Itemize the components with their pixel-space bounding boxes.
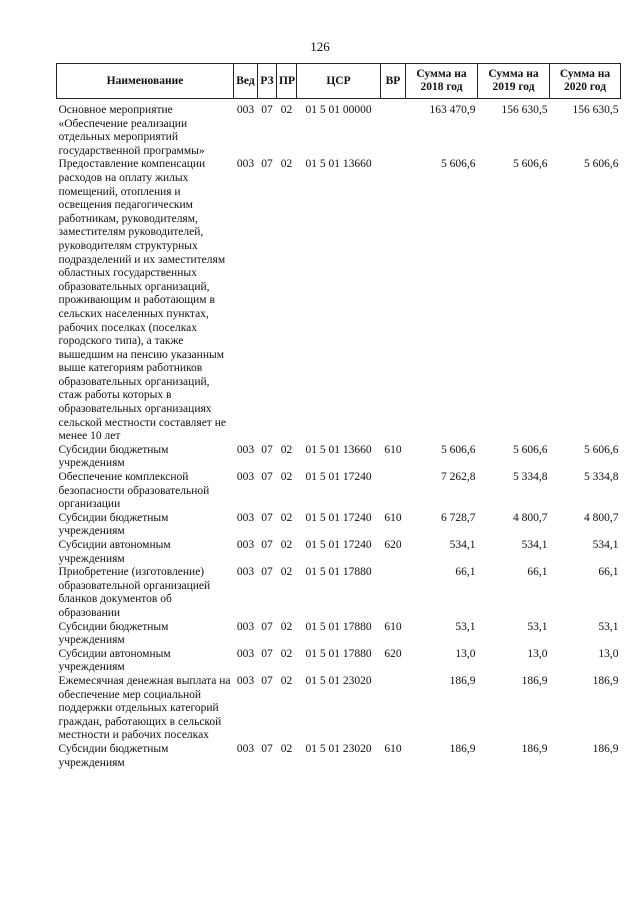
cell-sum-2019: 5 334,8 (513, 471, 548, 484)
cell-ved: 003 (236, 620, 255, 633)
cell-csr: 01 5 01 00000 (305, 104, 372, 116)
cell-name: Субсидии автономным учреждениям (58, 647, 171, 674)
cell-name: Предоставление компенсации расходов на оплату жилых помещений, отопления и освещения педагогическим работникам, руководителям, заместителям руководителей, руководителям структурных подразделений и их заместителям областных государственных образовательных организаций, проживающим и работающим в сельских населенных пунктах, рабочих поселках (поселках городского типа), а также вышедшим на пенсию указанным выше категориям работников образовательных организаций, стаж работы которых в образовательных организациях сельской местности составляет не менее 10 лет (58, 158, 226, 443)
cell-pr: 02 (280, 620, 293, 633)
table-row (57, 539, 621, 566)
cell-sum-2020: 186,9 (592, 674, 619, 687)
cell-sum-2018: 186,9 (449, 674, 476, 687)
cell-rz: 07 (261, 104, 273, 116)
cell-sum-2018: 534,1 (449, 539, 476, 551)
cell-csr: 01 5 01 17880 (305, 647, 372, 660)
cell-sum-2019: 66,1 (527, 566, 548, 579)
cell-sum-2020: 53,1 (598, 620, 619, 633)
cell-sum-2018: 5 606,6 (441, 443, 476, 456)
cell-rz: 07 (261, 647, 273, 660)
header-vr: ВР (381, 64, 406, 99)
cell-csr: 01 5 01 13660 (305, 158, 372, 171)
cell-sum-2020: 534,1 (592, 539, 619, 551)
table-body (57, 99, 621, 771)
cell-name: Приобретение (изготовление) образовательной организацией бланков документов об образовании (58, 566, 211, 619)
cell-vr: 620 (384, 539, 402, 551)
cell-vr: 620 (384, 647, 402, 660)
cell-csr: 01 5 01 17240 (305, 471, 372, 484)
cell-csr: 01 5 01 13660 (305, 443, 372, 456)
cell-sum-2020: 5 606,6 (584, 158, 619, 171)
cell-pr: 02 (280, 539, 293, 551)
cell-sum-2020: 66,1 (598, 566, 619, 579)
header-rz: РЗ (258, 64, 277, 99)
cell-ved: 003 (236, 647, 255, 660)
cell-name: Ежемесячная денежная выплата на обеспечение мер социальной поддержки отдельных категорий граждан, работающих в сельской местности и рабочих поселках (58, 674, 231, 742)
header-sum-2018: Сумма на 2018 год (406, 64, 478, 99)
cell-vr: 610 (384, 511, 402, 524)
cell-sum-2018: 53,1 (455, 620, 476, 633)
cell-csr: 01 5 01 23020 (305, 674, 372, 687)
cell-pr: 02 (280, 158, 293, 171)
cell-ved: 003 (236, 566, 255, 579)
cell-rz: 07 (261, 471, 273, 484)
table-row (57, 675, 621, 743)
cell-sum-2019: 13,0 (527, 647, 548, 660)
header-sum-2020: Сумма на 2020 год (550, 64, 621, 99)
cell-sum-2020: 4 800,7 (584, 511, 619, 524)
cell-vr (381, 566, 406, 620)
cell-ved: 003 (236, 742, 255, 755)
cell-sum-2018: 5 606,6 (441, 158, 476, 171)
cell-csr: 01 5 01 17240 (305, 539, 372, 551)
cell-csr: 01 5 01 17880 (305, 620, 372, 633)
cell-rz: 07 (261, 566, 273, 579)
budget-table (56, 63, 621, 770)
cell-csr: 01 5 01 23020 (305, 742, 372, 755)
cell-ved: 003 (236, 443, 255, 456)
cell-sum-2020: 5 334,8 (584, 471, 619, 484)
cell-sum-2019: 5 606,6 (513, 158, 548, 171)
header-sum-2019: Сумма на 2019 год (478, 64, 550, 99)
cell-rz: 07 (261, 443, 273, 456)
cell-ved: 003 (236, 104, 255, 116)
cell-name: Субсидии автономным учреждениям (58, 539, 171, 565)
cell-ved: 003 (236, 539, 255, 551)
cell-vr (381, 99, 406, 159)
table-row (57, 743, 621, 770)
cell-sum-2019: 156 630,5 (501, 104, 548, 116)
cell-name: Субсидии бюджетным учреждениям (58, 742, 169, 769)
cell-pr: 02 (280, 104, 293, 116)
header-pr: ПР (277, 64, 297, 99)
cell-sum-2019: 53,1 (527, 620, 548, 633)
cell-sum-2019: 186,9 (521, 674, 548, 687)
cell-sum-2018: 7 262,8 (441, 471, 476, 484)
cell-sum-2020: 5 606,6 (584, 443, 619, 456)
cell-vr (381, 471, 406, 512)
cell-sum-2018: 13,0 (455, 647, 476, 660)
cell-ved: 003 (236, 158, 255, 171)
cell-sum-2019: 534,1 (521, 539, 548, 551)
cell-rz: 07 (261, 158, 273, 171)
cell-name: Субсидии бюджетным учреждениям (58, 511, 169, 538)
header-ved: Вед (234, 64, 258, 99)
cell-name: Субсидии бюджетным учреждениям (58, 443, 169, 470)
cell-sum-2019: 186,9 (521, 742, 548, 755)
cell-sum-2020: 186,9 (592, 742, 619, 755)
table-row (57, 99, 621, 159)
cell-name: Основное мероприятие «Обеспечение реализации отдельных мероприятий государственной программы» (58, 104, 205, 157)
table-row (57, 621, 621, 648)
cell-pr: 02 (280, 471, 293, 484)
cell-vr: 610 (384, 443, 402, 456)
cell-vr (381, 675, 406, 743)
cell-csr: 01 5 01 17880 (305, 566, 372, 579)
table-row (57, 648, 621, 675)
cell-ved: 003 (236, 511, 255, 524)
cell-rz: 07 (261, 620, 273, 633)
cell-sum-2020: 13,0 (598, 647, 619, 660)
cell-sum-2018: 66,1 (455, 566, 476, 579)
page-number: 126 (310, 39, 330, 54)
cell-pr: 02 (280, 674, 293, 687)
header-csr: ЦСР (297, 64, 381, 99)
cell-sum-2018: 163 470,9 (429, 104, 476, 116)
table-row (57, 444, 621, 471)
cell-vr: 610 (384, 620, 402, 633)
cell-rz: 07 (261, 511, 273, 524)
cell-ved: 003 (236, 674, 255, 687)
cell-sum-2019: 4 800,7 (513, 511, 548, 524)
cell-pr: 02 (280, 443, 293, 456)
cell-name: Обеспечение комплексной безопасности образовательной организации (58, 471, 210, 511)
table-row (57, 512, 621, 539)
cell-ved: 003 (236, 471, 255, 484)
cell-rz: 07 (261, 674, 273, 687)
cell-pr: 02 (280, 511, 293, 524)
table-row (57, 471, 621, 512)
cell-pr: 02 (280, 566, 293, 579)
cell-vr: 610 (384, 742, 402, 755)
cell-sum-2019: 5 606,6 (513, 443, 548, 456)
cell-vr (381, 158, 406, 443)
table-header (57, 64, 621, 99)
cell-name: Субсидии бюджетным учреждениям (58, 620, 169, 647)
table-row (57, 158, 621, 443)
cell-rz: 07 (261, 742, 273, 755)
table-row (57, 566, 621, 620)
cell-sum-2018: 6 728,7 (441, 511, 476, 524)
cell-pr: 02 (280, 647, 293, 660)
cell-rz: 07 (261, 539, 273, 551)
cell-pr: 02 (280, 742, 293, 755)
header-name: Наименование (57, 64, 234, 99)
cell-sum-2020: 156 630,5 (572, 104, 619, 116)
cell-sum-2018: 186,9 (449, 742, 476, 755)
cell-csr: 01 5 01 17240 (305, 511, 372, 524)
